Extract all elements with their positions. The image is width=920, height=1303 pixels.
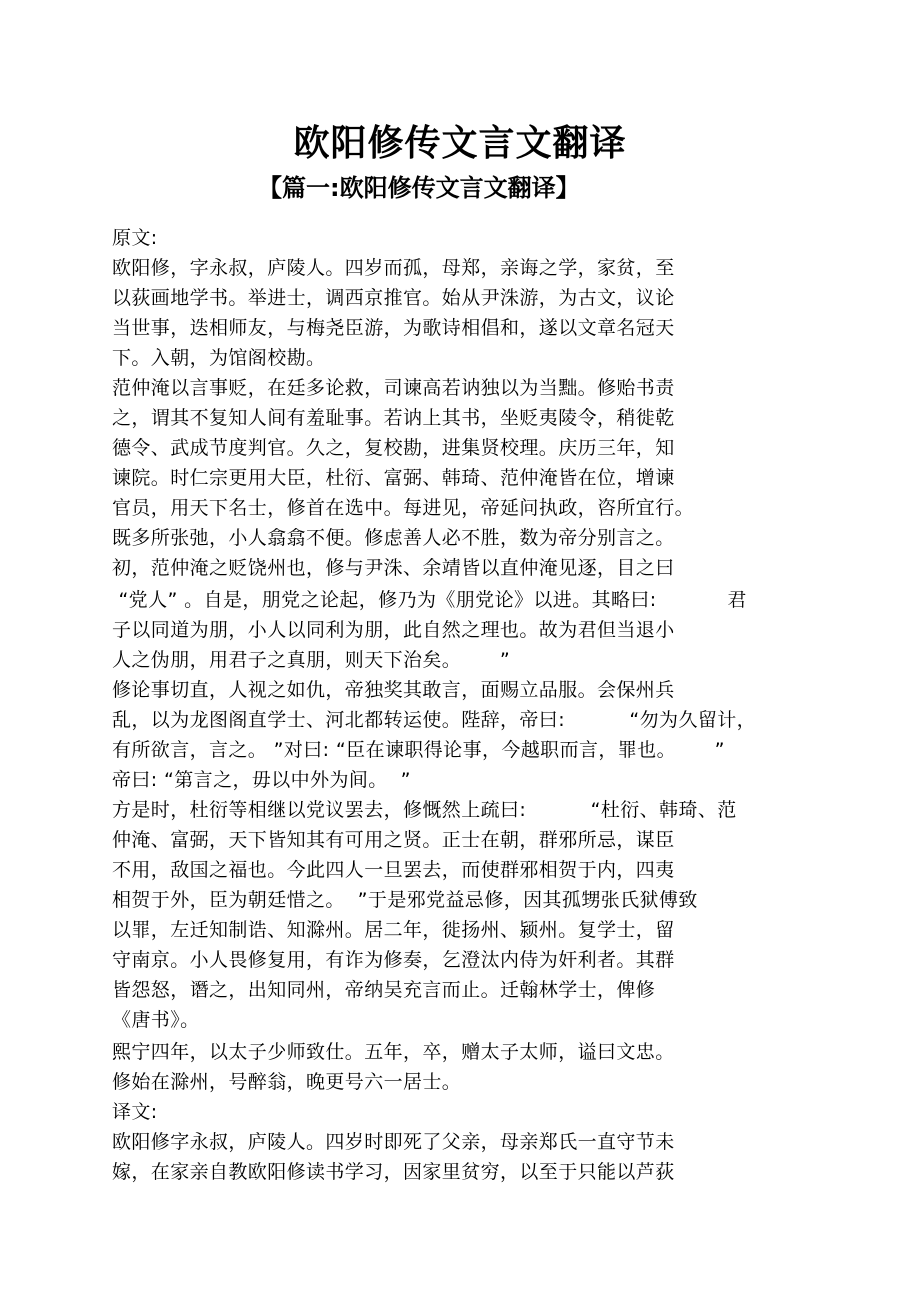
text-line: 下。入朝，为馆阁校勘。 <box>112 347 326 369</box>
text-line: 不用，敌国之福也。今此四人一旦罢去，而使群邪相贺于内，四夷 <box>112 859 675 881</box>
text-line: 修始在滁州，号醉翁，晚更号六一居士。 <box>112 1071 462 1093</box>
text-line: 官员，用天下名士，修首在选中。每进见，帝延问执政，咨所宜行。 <box>112 497 695 519</box>
text-line: 当世事，迭相师友，与梅尧臣游，为歌诗相倡和，遂以文章名冠天 <box>112 317 675 339</box>
text-line: 熙宁四年，以太子少师致仕。五年，卒，赠太子太师，谥曰文忠。 <box>112 1041 675 1063</box>
text-line: 嫁，在家亲自教欧阳修读书学习，因家里贫穷，以至于只能以芦荻 <box>112 1161 675 1183</box>
text-line: 德令、武成节度判官。久之，复校勘，进集贤校理。庆历三年，知 <box>112 437 675 459</box>
text-line: 《唐书》。 <box>112 1009 200 1031</box>
text-line: 原文: <box>112 227 158 249</box>
text-line: 以罪，左迁知制诰、知滁州。居二年，徙扬州、颍州。复学士，留 <box>112 919 675 941</box>
text-line: 范仲淹以言事贬，在廷多论救，司谏高若讷独以为当黜。修贻书责 <box>112 377 675 399</box>
text-line: 初，范仲淹之贬饶州也，修与尹洙、余靖皆以直仲淹见逐，目之曰 <box>112 557 675 579</box>
text-line: 人之伪朋，用君子之真朋，则天下治矣。 ” <box>112 649 511 671</box>
text-line: “党人” 。自是，朋党之论起，修乃为《朋党论》以进。其略曰: 君 <box>112 589 747 611</box>
document-subtitle: 【篇一:欧阳修传文言文翻译】 <box>258 174 580 202</box>
text-line: 相贺于外，臣为朝廷惜之。 ”于是邪党益忌修，因其孤甥张氏狱傅致 <box>112 889 698 911</box>
text-line: 有所欲言，言之。 ”对曰: “臣在谏职得论事，今越职而言，罪也。 ” <box>112 739 725 761</box>
text-line: 以荻画地学书。举进士，调西京推官。始从尹洙游，为古文，议论 <box>112 287 675 309</box>
text-line: 方是时，杜衍等相继以党议罢去，修慨然上疏曰: “杜衍、韩琦、范 <box>112 799 737 821</box>
text-line: 帝曰: “第言之，毋以中外为间。 ” <box>112 769 411 791</box>
text-line: 欧阳修，字永叔，庐陵人。四岁而孤，母郑，亲诲之学，家贫，至 <box>112 257 675 279</box>
text-line: 皆怨怒，谮之，出知同州，帝纳吴充言而止。迁翰林学士，俾修 <box>112 979 656 1001</box>
text-line: 乱，以为龙图阁直学士、河北都转运使。陛辞，帝曰: “勿为久留计， <box>112 709 757 731</box>
text-line: 译文: <box>112 1101 158 1123</box>
text-line: 谏院。时仁宗更用大臣，杜衍、富弼、韩琦、范仲淹皆在位，增谏 <box>112 467 675 489</box>
text-line: 仲淹、富弼，天下皆知其有可用之贤。正士在朝，群邪所忌，谋臣 <box>112 829 675 851</box>
text-line: 既多所张弛，小人翕翕不便。修虑善人必不胜，数为帝分别言之。 <box>112 527 675 549</box>
text-line: 子以同道为朋，小人以同利为朋，此自然之理也。故为君但当退小 <box>112 619 675 641</box>
text-line: 守南京。小人畏修复用，有诈为修奏，乞澄汰内侍为奸利者。其群 <box>112 949 675 971</box>
document-title: 欧阳修传文言文翻译 <box>293 123 627 164</box>
text-line: 修论事切直，人视之如仇，帝独奖其敢言，面赐立品服。会保州兵 <box>112 679 675 701</box>
text-line: 欧阳修字永叔，庐陵人。四岁时即死了父亲，母亲郑氏一直守节未 <box>112 1131 675 1153</box>
text-line: 之，谓其不复知人间有羞耻事。若讷上其书，坐贬夷陵令，稍徙乾 <box>112 407 675 429</box>
